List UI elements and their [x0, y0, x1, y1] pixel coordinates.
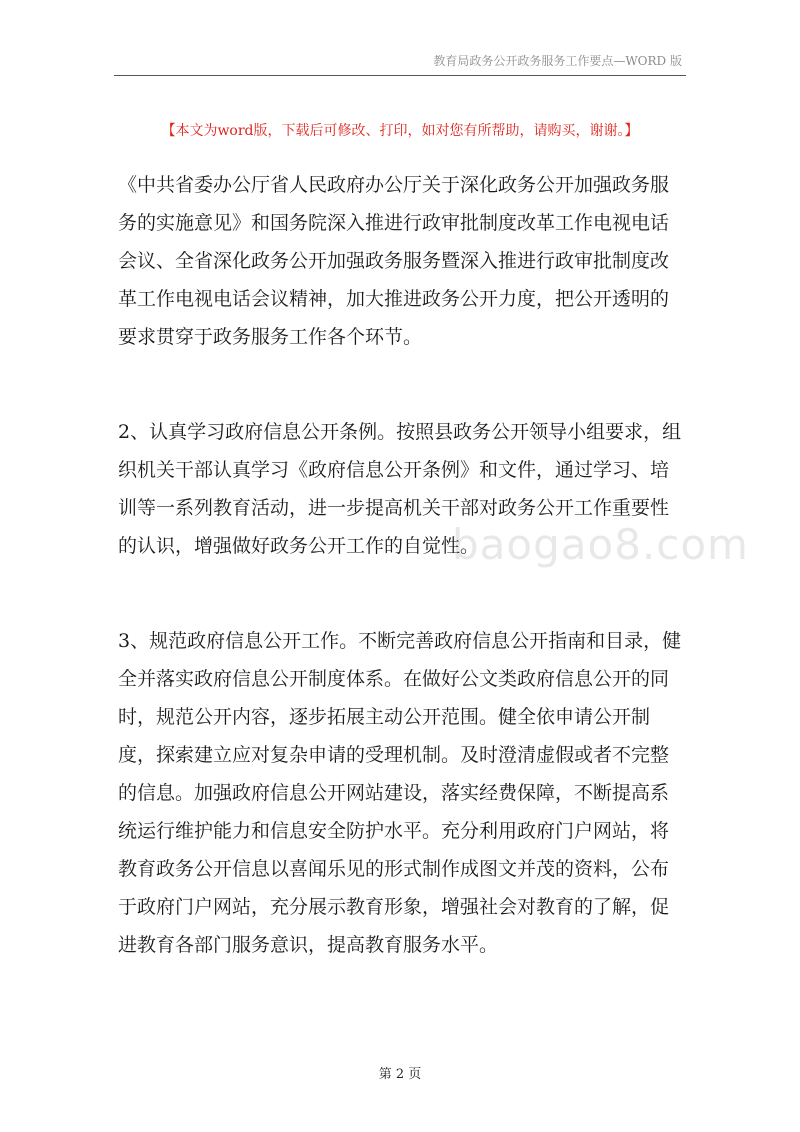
page-number: 第 2 页 — [378, 1067, 422, 1082]
body-paragraph-2: 2、认真学习政府信息公开条例。按照县政务公开领导小组要求，组织机关干部认真学习《政府信息公开条例》和文件，通过学习、培训等一系列教育活动，进一步提高机关干部对政务公开工作重要性的认识，增强做好政务公开工作的自觉性。 — [118, 421, 682, 557]
body-paragraph-3: 3、规范政府信息公开工作。不断完善政府信息公开指南和目录，健全并落实政府信息公开制度体系。在做好公文类政府信息公开的同时，规范公开内容，逐步拓展主动公开范围。健全依申请公开制度，探索建立应对复杂申请的受理机制。及时澄清虚假或者不完整的信息。加强政府信息公开网站建设，落实经费保障，不断提高系统运行维护能力和信息安全防护水平。充分利用政府门户网站，将教育政务公开信息以喜闻乐见的形式制作成图文并茂的资料，公布于政府门户网站，充分展示教育形象，增强社会对教育的了解，促进教育各部门服务意识，提高教育服务水平。 — [118, 630, 682, 956]
document-header-title: 教育局政务公开政务服务工作要点—WORD 版 — [433, 54, 682, 68]
download-notice: 【本文为word版，下载后可修改、打印，如对您有所帮助，请购买，谢谢。】 — [161, 123, 639, 139]
site-watermark: baogao8.com — [452, 520, 749, 569]
header-divider — [114, 75, 686, 76]
body-paragraph-1: 《中共省委办公厅省人民政府办公厅关于深化政务公开加强政务服务的实施意见》和国务院深入推进行政审批制度改革工作电视电话会议、全省深化政务公开加强政务服务暨深入推进行政审批制度改革工作电视电话会议精神，加大推进政务公开力度，把公开透明的要求贯穿于政务服务工作各个环节。 — [118, 174, 670, 348]
